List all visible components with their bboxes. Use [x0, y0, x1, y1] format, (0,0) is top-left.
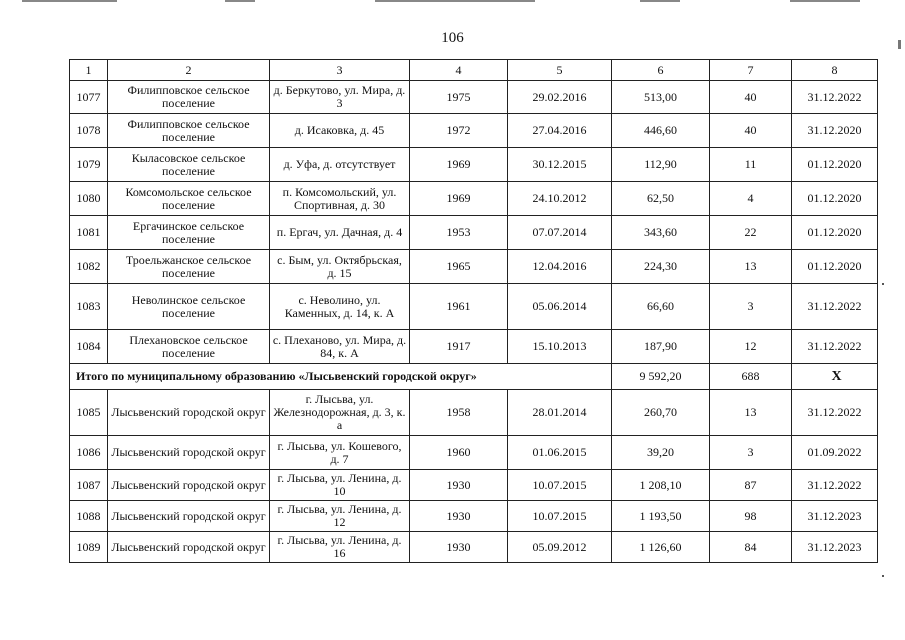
year-built-cell: 1972 — [410, 114, 508, 148]
table-row — [70, 81, 878, 114]
row-number-cell: 1085 — [70, 390, 108, 436]
row-number-cell: 1088 — [70, 501, 108, 532]
address-cell: д. Беркутово, ул. Мира, д. 3 — [270, 81, 410, 114]
column-number-header — [70, 60, 878, 81]
date-cell: 05.06.2014 — [508, 284, 612, 330]
area-cell: 343,60 — [612, 216, 710, 250]
deadline-cell: 01.09.2022 — [792, 436, 878, 470]
row-number-cell: 1087 — [70, 470, 108, 501]
date-cell: 12.04.2016 — [508, 250, 612, 284]
table-row — [70, 182, 878, 216]
deadline-cell: 31.12.2023 — [792, 532, 878, 563]
address-cell: г. Лысьва, ул. Железнодорожная, д. 3, к. а — [270, 390, 410, 436]
scan-speck — [882, 283, 884, 285]
row-number-cell: 1083 — [70, 284, 108, 330]
area-cell: 446,60 — [612, 114, 710, 148]
row-number-cell: 1082 — [70, 250, 108, 284]
residents-cell: 4 — [710, 182, 792, 216]
deadline-cell: 01.12.2020 — [792, 182, 878, 216]
year-built-cell: 1930 — [410, 501, 508, 532]
year-built-cell: 1930 — [410, 470, 508, 501]
residents-cell: 12 — [710, 330, 792, 364]
year-built-cell: 1975 — [410, 81, 508, 114]
year-built-cell: 1953 — [410, 216, 508, 250]
settlement-cell: Филипповское сельское поселение — [108, 114, 270, 148]
header-cell: 8 — [792, 60, 878, 81]
table-row — [70, 532, 878, 563]
date-cell: 27.04.2016 — [508, 114, 612, 148]
settlement-cell: Ергачинское сельское поселение — [108, 216, 270, 250]
year-built-cell: 1961 — [410, 284, 508, 330]
table-row — [70, 436, 878, 470]
settlement-cell: Неволинское сельское поселение — [108, 284, 270, 330]
table-row — [70, 250, 878, 284]
settlement-cell: Кыласовское сельское поселение — [108, 148, 270, 182]
area-cell: 1 208,10 — [612, 470, 710, 501]
date-cell: 07.07.2014 — [508, 216, 612, 250]
header-cell: 2 — [108, 60, 270, 81]
area-cell: 260,70 — [612, 390, 710, 436]
row-number-cell: 1084 — [70, 330, 108, 364]
row-number-cell: 1080 — [70, 182, 108, 216]
year-built-cell: 1965 — [410, 250, 508, 284]
date-cell: 05.09.2012 — [508, 532, 612, 563]
total-label: Итого по муниципальному образованию «Лысьвенский городской округ» — [70, 364, 612, 390]
area-cell: 513,00 — [612, 81, 710, 114]
year-built-cell: 1969 — [410, 182, 508, 216]
deadline-cell: 31.12.2022 — [792, 330, 878, 364]
residents-cell: 3 — [710, 284, 792, 330]
deadline-cell: 31.12.2020 — [792, 114, 878, 148]
table-row — [70, 148, 878, 182]
row-number-cell: 1078 — [70, 114, 108, 148]
residents-cell: 3 — [710, 436, 792, 470]
register-table — [69, 59, 878, 563]
page-number: 106 — [441, 30, 464, 46]
scan-top-edge — [0, 0, 905, 4]
settlement-cell: Лысьвенский городской округ — [108, 470, 270, 501]
address-cell: с. Плеханово, ул. Мира, д. 84, к. А — [270, 330, 410, 364]
table-row — [70, 216, 878, 250]
area-cell: 224,30 — [612, 250, 710, 284]
deadline-cell: 31.12.2023 — [792, 501, 878, 532]
deadline-cell: 01.12.2020 — [792, 148, 878, 182]
row-number-cell: 1079 — [70, 148, 108, 182]
date-cell: 01.06.2015 — [508, 436, 612, 470]
scan-edge-mark — [898, 40, 901, 49]
address-cell: г. Лысьва, ул. Ленина, д. 12 — [270, 501, 410, 532]
register-table-body — [70, 60, 878, 563]
settlement-cell: Лысьвенский городской округ — [108, 532, 270, 563]
area-cell: 39,20 — [612, 436, 710, 470]
settlement-cell: Филипповское сельское поселение — [108, 81, 270, 114]
settlement-cell: Плехановское сельское поселение — [108, 330, 270, 364]
date-cell: 28.01.2014 — [508, 390, 612, 436]
address-cell: д. Исаковка, д. 45 — [270, 114, 410, 148]
area-cell: 62,50 — [612, 182, 710, 216]
table-row — [70, 330, 878, 364]
table-row — [70, 114, 878, 148]
settlement-cell: Комсомольское сельское поселение — [108, 182, 270, 216]
table-row — [70, 501, 878, 532]
settlement-cell: Лысьвенский городской округ — [108, 390, 270, 436]
table-row — [70, 390, 878, 436]
deadline-cell: 31.12.2022 — [792, 390, 878, 436]
date-cell: 15.10.2013 — [508, 330, 612, 364]
residents-cell: 11 — [710, 148, 792, 182]
residents-cell: 98 — [710, 501, 792, 532]
address-cell: с. Неволино, ул. Каменных, д. 14, к. А — [270, 284, 410, 330]
total-row — [70, 364, 878, 390]
residents-cell: 84 — [710, 532, 792, 563]
settlement-cell: Троельжанское сельское поселение — [108, 250, 270, 284]
date-cell: 10.07.2015 — [508, 470, 612, 501]
deadline-cell: 01.12.2020 — [792, 216, 878, 250]
address-cell: г. Лысьва, ул. Ленина, д. 16 — [270, 532, 410, 563]
row-number-cell: 1077 — [70, 81, 108, 114]
area-cell: 187,90 — [612, 330, 710, 364]
total-area: 9 592,20 — [612, 364, 710, 390]
total-residents: 688 — [710, 364, 792, 390]
deadline-cell: 01.12.2020 — [792, 250, 878, 284]
address-cell: д. Уфа, д. отсутствует — [270, 148, 410, 182]
year-built-cell: 1930 — [410, 532, 508, 563]
address-cell: п. Комсомольский, ул. Спортивная, д. 30 — [270, 182, 410, 216]
residents-cell: 22 — [710, 216, 792, 250]
area-cell: 1 193,50 — [612, 501, 710, 532]
scan-speck — [882, 575, 884, 577]
deadline-cell: 31.12.2022 — [792, 284, 878, 330]
settlement-cell: Лысьвенский городской округ — [108, 501, 270, 532]
row-number-cell: 1086 — [70, 436, 108, 470]
date-cell: 10.07.2015 — [508, 501, 612, 532]
year-built-cell: 1960 — [410, 436, 508, 470]
header-cell: 5 — [508, 60, 612, 81]
header-cell: 6 — [612, 60, 710, 81]
area-cell: 66,60 — [612, 284, 710, 330]
address-cell: г. Лысьва, ул. Ленина, д. 10 — [270, 470, 410, 501]
residents-cell: 13 — [710, 250, 792, 284]
row-number-cell: 1089 — [70, 532, 108, 563]
residents-cell: 87 — [710, 470, 792, 501]
header-cell: 1 — [70, 60, 108, 81]
address-cell: с. Бым, ул. Октябрьская, д. 15 — [270, 250, 410, 284]
residents-cell: 40 — [710, 81, 792, 114]
header-cell: 3 — [270, 60, 410, 81]
residents-cell: 40 — [710, 114, 792, 148]
year-built-cell: 1958 — [410, 390, 508, 436]
total-not-applicable-mark: X — [792, 364, 878, 390]
table-row — [70, 470, 878, 501]
area-cell: 112,90 — [612, 148, 710, 182]
date-cell: 30.12.2015 — [508, 148, 612, 182]
settlement-cell: Лысьвенский городской округ — [108, 436, 270, 470]
deadline-cell: 31.12.2022 — [792, 81, 878, 114]
residents-cell: 13 — [710, 390, 792, 436]
header-cell: 4 — [410, 60, 508, 81]
row-number-cell: 1081 — [70, 216, 108, 250]
year-built-cell: 1917 — [410, 330, 508, 364]
address-cell: г. Лысьва, ул. Кошевого, д. 7 — [270, 436, 410, 470]
header-cell: 7 — [710, 60, 792, 81]
deadline-cell: 31.12.2022 — [792, 470, 878, 501]
date-cell: 29.02.2016 — [508, 81, 612, 114]
area-cell: 1 126,60 — [612, 532, 710, 563]
table-row — [70, 284, 878, 330]
date-cell: 24.10.2012 — [508, 182, 612, 216]
address-cell: п. Ергач, ул. Дачная, д. 4 — [270, 216, 410, 250]
year-built-cell: 1969 — [410, 148, 508, 182]
